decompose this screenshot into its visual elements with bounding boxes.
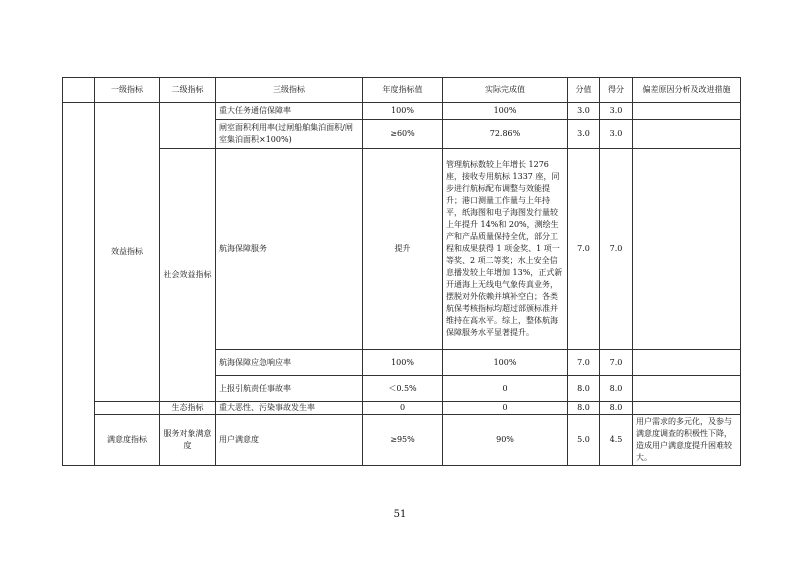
target-cell: ＜0.5% [363,376,443,402]
table-row [63,402,741,415]
level3-cell: 航海保障应急响应率 [216,350,363,376]
level3-cell: 闸室面积利用率(过闸船舶集泊面积/闸室集泊面积×100%) [216,120,363,149]
level2-service-satisfaction-cell: 服务对象满意度 [160,415,216,466]
actual-description-cell: 管理航标数较上年增长 1276 座，接收专用航标 1337 座，同步进行航标配布调整与效能提升；港口测量工作量与上年持平，纸海图和电子海图发行量较上年提升 14%和 20%，测绘生产和产品质量保持全优，部分工程和成果获得 1 项金奖、1 项一等奖、2 项二等奖；水上安全信息播发较上年增加 13%，正式新开通海上无线电气象传真业务，摆脱对外依赖并填补空白；各类航保考核指标均超过部颁标准并维持在高水平。综上，整体航海保障服务水平显著提升。 [443,149,568,350]
target-cell: 100% [363,103,443,120]
analysis-cell: 用户需求的多元化，及参与满意度调查的积极性下降，造成用户满意度提升困难较大。 [633,415,741,466]
target-cell: 100% [363,350,443,376]
target-cell: 提升 [363,149,443,350]
level3-cell: 航海保障服务 [216,149,363,350]
header-level1: 一级指标 [95,78,160,103]
header-actual: 实际完成值 [443,78,568,103]
level2-blank-cell [160,103,216,149]
score-cell: 7.0 [568,350,600,376]
header-score: 分值 [568,78,600,103]
level2-social-benefit-cell: 社会效益指标 [160,149,216,402]
level1-benefit-cell: 效益指标 [95,103,160,402]
actual-cell: 72.86% [443,120,568,149]
header-got: 得分 [600,78,633,103]
performance-indicator-table [62,77,741,466]
got-cell: 7.0 [600,350,633,376]
header-level3: 三级指标 [216,78,363,103]
page-number: 51 [393,509,407,520]
got-cell: 4.5 [600,415,633,466]
score-cell: 3.0 [568,103,600,120]
table-row [63,149,741,350]
table-row [63,415,741,466]
outer-blank-cell [63,103,95,466]
header-analysis: 偏差原因分析及改进措施 [633,78,741,103]
header-level2: 二级指标 [160,78,216,103]
actual-cell: 90% [443,415,568,466]
actual-cell: 100% [443,103,568,120]
header-target: 年度指标值 [363,78,443,103]
got-cell: 8.0 [600,402,633,415]
level2-ecology-cell: 生态指标 [160,402,216,415]
actual-cell: 0 [443,402,568,415]
actual-cell: 0 [443,376,568,402]
got-cell: 3.0 [600,103,633,120]
analysis-cell [633,103,741,120]
level3-cell: 重大任务通信保障率 [216,103,363,120]
got-cell: 3.0 [600,120,633,149]
level1-blank-cell [95,402,160,415]
target-cell: ≥60% [363,120,443,149]
table-row [63,103,741,120]
score-cell: 3.0 [568,120,600,149]
score-cell: 8.0 [568,376,600,402]
analysis-cell [633,376,741,402]
got-cell: 7.0 [600,149,633,350]
got-cell: 8.0 [600,376,633,402]
score-cell: 8.0 [568,402,600,415]
level3-cell: 用户满意度 [216,415,363,466]
score-cell: 7.0 [568,149,600,350]
level3-cell: 上报引航责任事故率 [216,376,363,402]
table-header-row [63,78,741,103]
target-cell: 0 [363,402,443,415]
analysis-cell [633,350,741,376]
header-blank [63,78,95,103]
score-cell: 5.0 [568,415,600,466]
actual-cell: 100% [443,350,568,376]
level1-satisfaction-cell: 满意度指标 [95,415,160,466]
analysis-cell [633,402,741,415]
target-cell: ≥95% [363,415,443,466]
level3-cell: 重大恶性、污染事故发生率 [216,402,363,415]
analysis-cell [633,120,741,149]
analysis-cell [633,149,741,350]
